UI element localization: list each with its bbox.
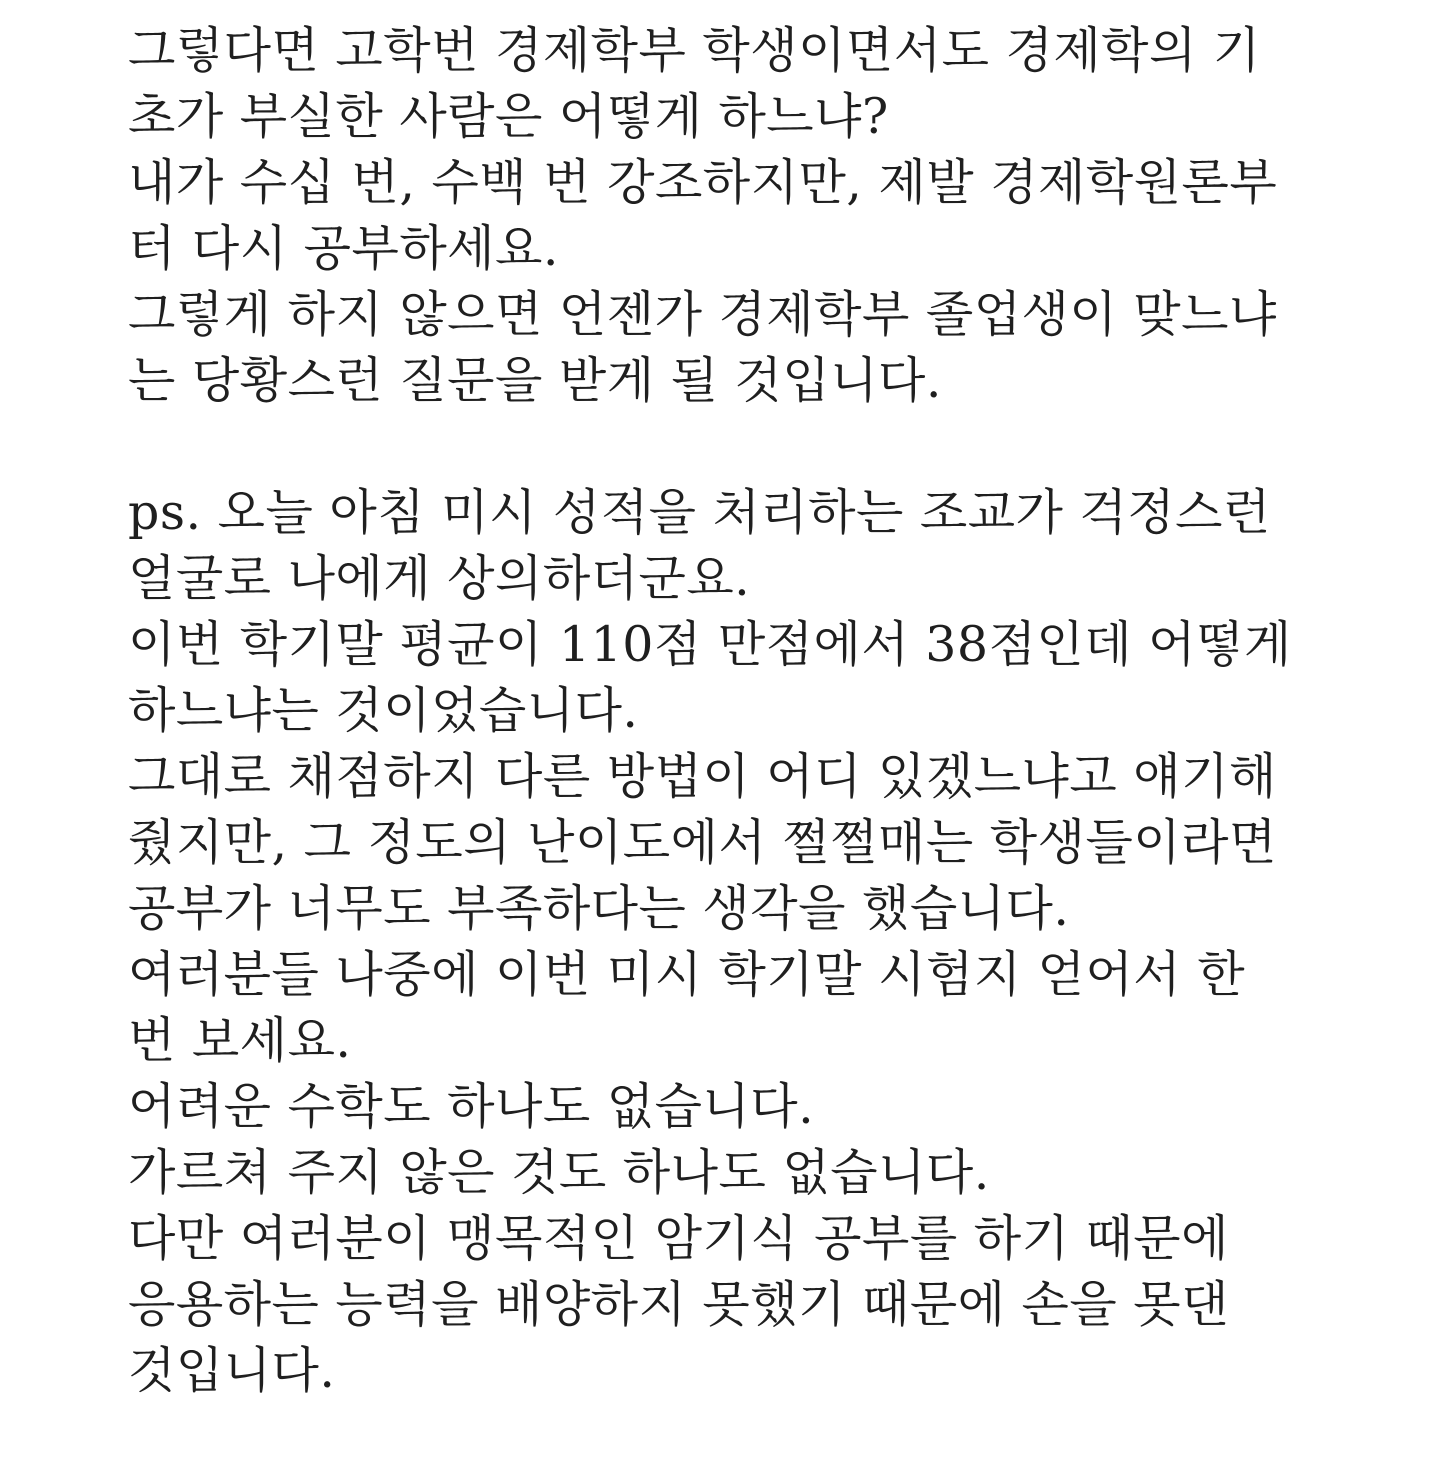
text-line: 공부가 너무도 부족하다는 생각을 했습니다.	[128, 880, 1070, 937]
text-line: 어려운 수학도 하나도 없습니다.	[128, 1078, 815, 1135]
text-line: 터 다시 공부하세요.	[128, 220, 559, 277]
text-line: 그대로 채점하지 다른 방법이 어디 있겠느냐고 얘기해	[128, 748, 1277, 805]
text-line: 줬지만, 그 정도의 난이도에서 쩔쩔매는 학생들이라면	[128, 814, 1277, 871]
text-line: 응용하는 능력을 배양하지 못했기 때문에 손을 못댄	[128, 1276, 1229, 1333]
paragraph-spacer	[128, 414, 1328, 480]
text-line: 가르쳐 주지 않은 것도 하나도 없습니다.	[128, 1144, 990, 1201]
text-line: 번 보세요.	[128, 1012, 352, 1069]
document-body	[128, 18, 1328, 1404]
text-line: 내가 수십 번, 수백 번 강조하지만, 제발 경제학원론부	[128, 154, 1278, 211]
text-line: 초가 부실한 사람은 어떻게 하느냐?	[128, 88, 889, 145]
text-line: 는 당황스런 질문을 받게 될 것입니다.	[128, 352, 942, 409]
text-line: 다만 여러분이 맹목적인 암기식 공부를 하기 때문에	[128, 1210, 1229, 1267]
text-line: 그렇다면 고학번 경제학부 학생이면서도 경제학의 기	[128, 22, 1261, 79]
text-line: 그렇게 하지 않으면 언젠가 경제학부 졸업생이 맞느냐	[128, 286, 1277, 343]
text-line: 얼굴로 나에게 상의하더군요.	[128, 550, 751, 607]
paragraph-1	[128, 18, 1328, 414]
paragraph-2	[128, 480, 1328, 1404]
text-line: ps. 오늘 아침 미시 성적을 처리하는 조교가 걱정스런	[128, 484, 1271, 541]
text-line: 여러분들 나중에 이번 미시 학기말 시험지 얻어서 한	[128, 946, 1246, 1003]
text-line: 것입니다.	[128, 1342, 336, 1399]
text-line: 하느냐는 것이었습니다.	[128, 682, 639, 739]
text-line: 이번 학기말 평균이 110점 만점에서 38점인데 어떻게	[128, 616, 1292, 673]
